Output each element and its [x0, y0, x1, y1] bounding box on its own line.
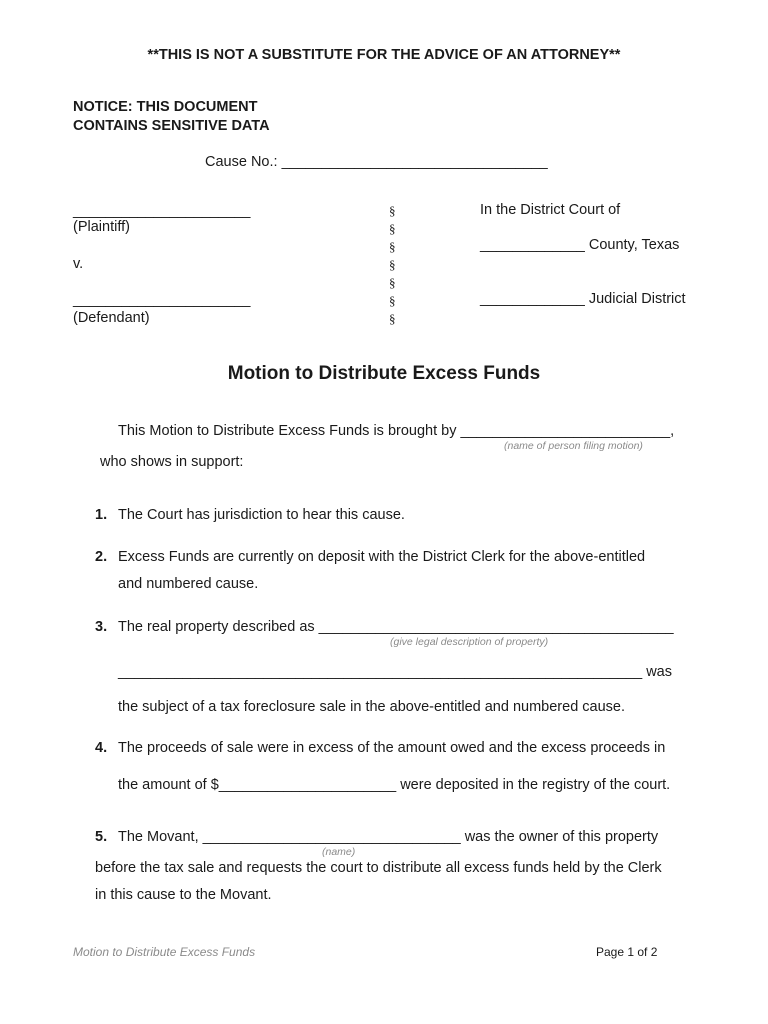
item-text: The real property described as ____________________________________________	[118, 619, 674, 635]
defendant-label: (Defendant)	[73, 310, 150, 326]
versus-label: v.	[73, 256, 84, 272]
attorney-disclaimer: **THIS IS NOT A SUBSTITUTE FOR THE ADVICE OF AN ATTORNEY**	[147, 47, 621, 63]
intro-line-1: This Motion to Distribute Excess Funds is brought by __________________________,	[118, 423, 675, 439]
item-number: 4.	[95, 740, 108, 756]
court-label: In the District Court of	[480, 202, 621, 218]
item-number: 5.	[95, 829, 108, 845]
notice-line-1: NOTICE: THIS DOCUMENT	[73, 99, 258, 115]
item-text: the amount of $______________________ were deposited in the registry of the court.	[118, 777, 671, 793]
section-symbol: §	[389, 239, 396, 254]
item-text: The proceeds of sale were in excess of the amount owed and the excess proceeds in	[118, 740, 666, 756]
cause-number-field: Cause No.: _________________________________	[205, 154, 548, 170]
section-symbol: §	[389, 257, 396, 272]
document-title: Motion to Distribute Excess Funds	[227, 363, 541, 384]
movant-name-hint: (name)	[322, 846, 356, 858]
judicial-district-field: _____________ Judicial District	[480, 291, 686, 307]
footer-document-title: Motion to Distribute Excess Funds	[73, 945, 256, 959]
county-field: _____________ County, Texas	[480, 237, 680, 253]
item-text: the subject of a tax foreclosure sale in the above-entitled and numbered cause.	[118, 699, 626, 715]
page-number: Page 1 of 2	[596, 945, 658, 959]
filer-name-hint: (name of person filing motion)	[504, 440, 643, 452]
item-number: 1.	[95, 507, 108, 523]
property-description-hint: (give legal description of property)	[390, 636, 549, 648]
item-text: The Movant, ________________________________ was the owner of this property	[118, 829, 659, 845]
item-text: before the tax sale and requests the court to distribute all excess funds held by the Clerk	[95, 860, 662, 876]
item-text: in this cause to the Movant.	[95, 887, 272, 903]
plaintiff-blank: ______________________	[73, 203, 251, 219]
plaintiff-label: (Plaintiff)	[73, 219, 130, 235]
item-number: 3.	[95, 619, 108, 635]
intro-line-2: who shows in support:	[100, 454, 244, 470]
item-number: 2.	[95, 549, 108, 565]
section-symbol: §	[389, 221, 396, 236]
item-text: The Court has jurisdiction to hear this cause.	[118, 507, 405, 523]
item-text: _________________________________________________________________ was	[118, 664, 672, 680]
section-symbol: §	[389, 275, 396, 290]
item-text: Excess Funds are currently on deposit with the District Clerk for the above-entitled	[118, 549, 646, 565]
notice-line-2: CONTAINS SENSITIVE DATA	[73, 118, 270, 134]
section-symbol: §	[389, 203, 396, 218]
section-symbol: §	[389, 293, 396, 308]
item-text: and numbered cause.	[118, 576, 259, 592]
defendant-blank: ______________________	[73, 292, 251, 308]
section-symbol: §	[389, 311, 396, 326]
